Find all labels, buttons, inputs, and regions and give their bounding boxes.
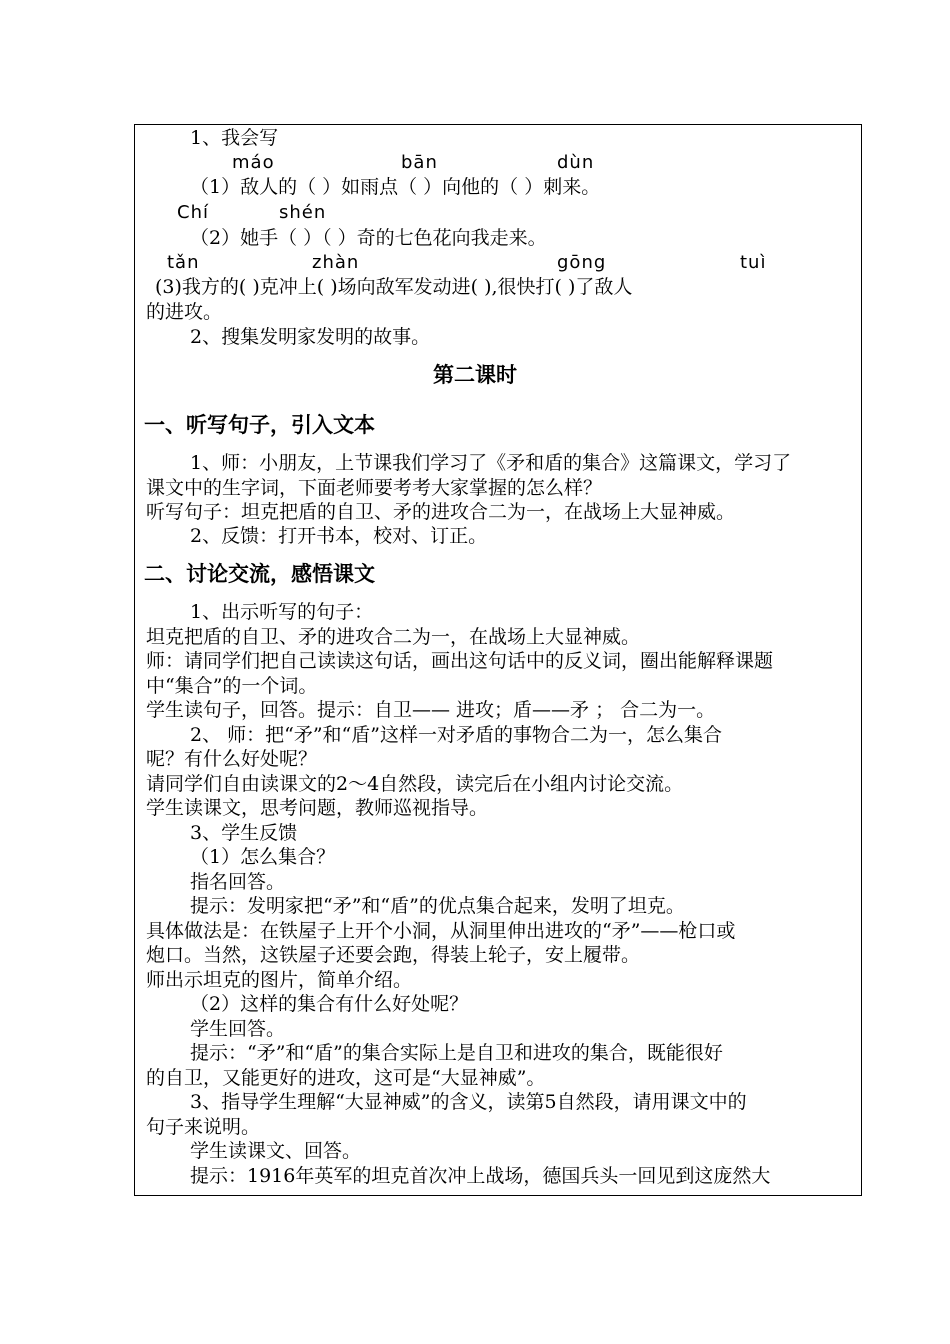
section-heading-1: 一、听写句子，引入文本 xyxy=(144,413,375,437)
pinyin: gōng xyxy=(557,252,607,273)
text-line: 师：请同学们把自己读读这句话，画出这句话中的反义词，圈出能解释课题 xyxy=(146,650,774,672)
text-line: 指名回答。 xyxy=(190,871,286,893)
text-line: 呢？有什么好处呢？ xyxy=(146,748,318,770)
text-line: 学生读句子，回答。提示：自卫—— 进攻；盾——矛 ； 合二为一。 xyxy=(146,699,716,721)
text-line: 3、学生反馈 xyxy=(190,822,298,844)
text-line: 师出示坦克的图片，简单介绍。 xyxy=(146,969,413,991)
text-line: 1、出示听写的句子： xyxy=(190,601,374,623)
pinyin: zhàn xyxy=(312,252,360,273)
text-line: 提示：发明家把“矛”和“盾”的优点集合起来，发明了坦克。 xyxy=(190,895,685,917)
text-line: 提示：“矛”和“盾”的集合实际上是自卫和进攻的集合，既能很好 xyxy=(190,1042,723,1064)
exercise-item-2: 2、搜集发明家发明的故事。 xyxy=(190,326,431,348)
pinyin: máo xyxy=(232,152,275,173)
text-line: 2、反馈：打开书本，校对、订正。 xyxy=(190,525,488,547)
pinyin: Chí xyxy=(177,202,209,223)
section-heading-2: 二、讨论交流，感悟课文 xyxy=(144,562,375,586)
exercise-sentence-2: （2）她手（ ）（ ）奇的七色花向我走来。 xyxy=(190,227,547,249)
exercise-sentence-3: (3)我方的( )克冲上( )场向敌军发动进( ),很快打( )了敌人 xyxy=(155,276,633,298)
text-line: 学生读课文、回答。 xyxy=(190,1140,362,1162)
exercise-item-1: 1、我会写 xyxy=(190,127,279,149)
exercise-sentence-1: （1）敌人的（ ）如雨点（ ）向他的（ ）刺来。 xyxy=(190,176,601,198)
text-line: 的自卫，又能更好的进攻，这可是“大显神威”。 xyxy=(146,1067,546,1089)
text-line: 句子来说明。 xyxy=(146,1116,261,1138)
text-line: 2、 师：把“矛”和“盾”这样一对矛盾的事物合二为一，怎么集合 xyxy=(190,724,722,746)
text-line: （2）这样的集合有什么好处呢？ xyxy=(190,993,469,1015)
text-line: 坦克把盾的自卫、矛的进攻合二为一，在战场上大显神威。 xyxy=(146,626,641,648)
pinyin: dùn xyxy=(557,152,595,173)
text-line: 炮口。当然，这铁屋子还要会跑，得装上轮子，安上履带。 xyxy=(146,944,641,966)
text-line: 课文中的生字词，下面老师要考考大家掌握的怎么样？ xyxy=(146,477,603,499)
text-line: 具体做法是：在铁屋子上开个小洞，从洞里伸出进攻的“矛”——枪口或 xyxy=(146,920,736,942)
text-line: 3、指导学生理解“大显神威”的含义，读第5自然段，请用课文中的 xyxy=(190,1091,747,1113)
text-line: 中“集合”的一个词。 xyxy=(146,675,318,697)
text-line: 1、师：小朋友，上节课我们学习了《矛和盾的集合》这篇课文，学习了 xyxy=(190,452,792,474)
pinyin: tuì xyxy=(740,252,767,273)
text-line: 学生回答。 xyxy=(190,1018,286,1040)
text-line: 请同学们自由读课文的2～4自然段，读完后在小组内讨论交流。 xyxy=(146,773,684,795)
exercise-sentence-3-cont: 的进攻。 xyxy=(146,301,223,323)
text-line: 学生读课文，思考问题，教师巡视指导。 xyxy=(146,797,489,819)
text-line: 听写句子：坦克把盾的自卫、矛的进攻合二为一，在战场上大显神威。 xyxy=(146,501,736,523)
pinyin: bān xyxy=(401,152,438,173)
text-line: （1）怎么集合？ xyxy=(190,846,336,868)
pinyin: tǎn xyxy=(167,252,200,273)
lesson-title: 第二课时 xyxy=(433,363,517,387)
text-line: 提示：1916年英军的坦克首次冲上战场，德国兵头一回见到这庞然大 xyxy=(190,1165,771,1187)
pinyin: shén xyxy=(279,202,327,223)
